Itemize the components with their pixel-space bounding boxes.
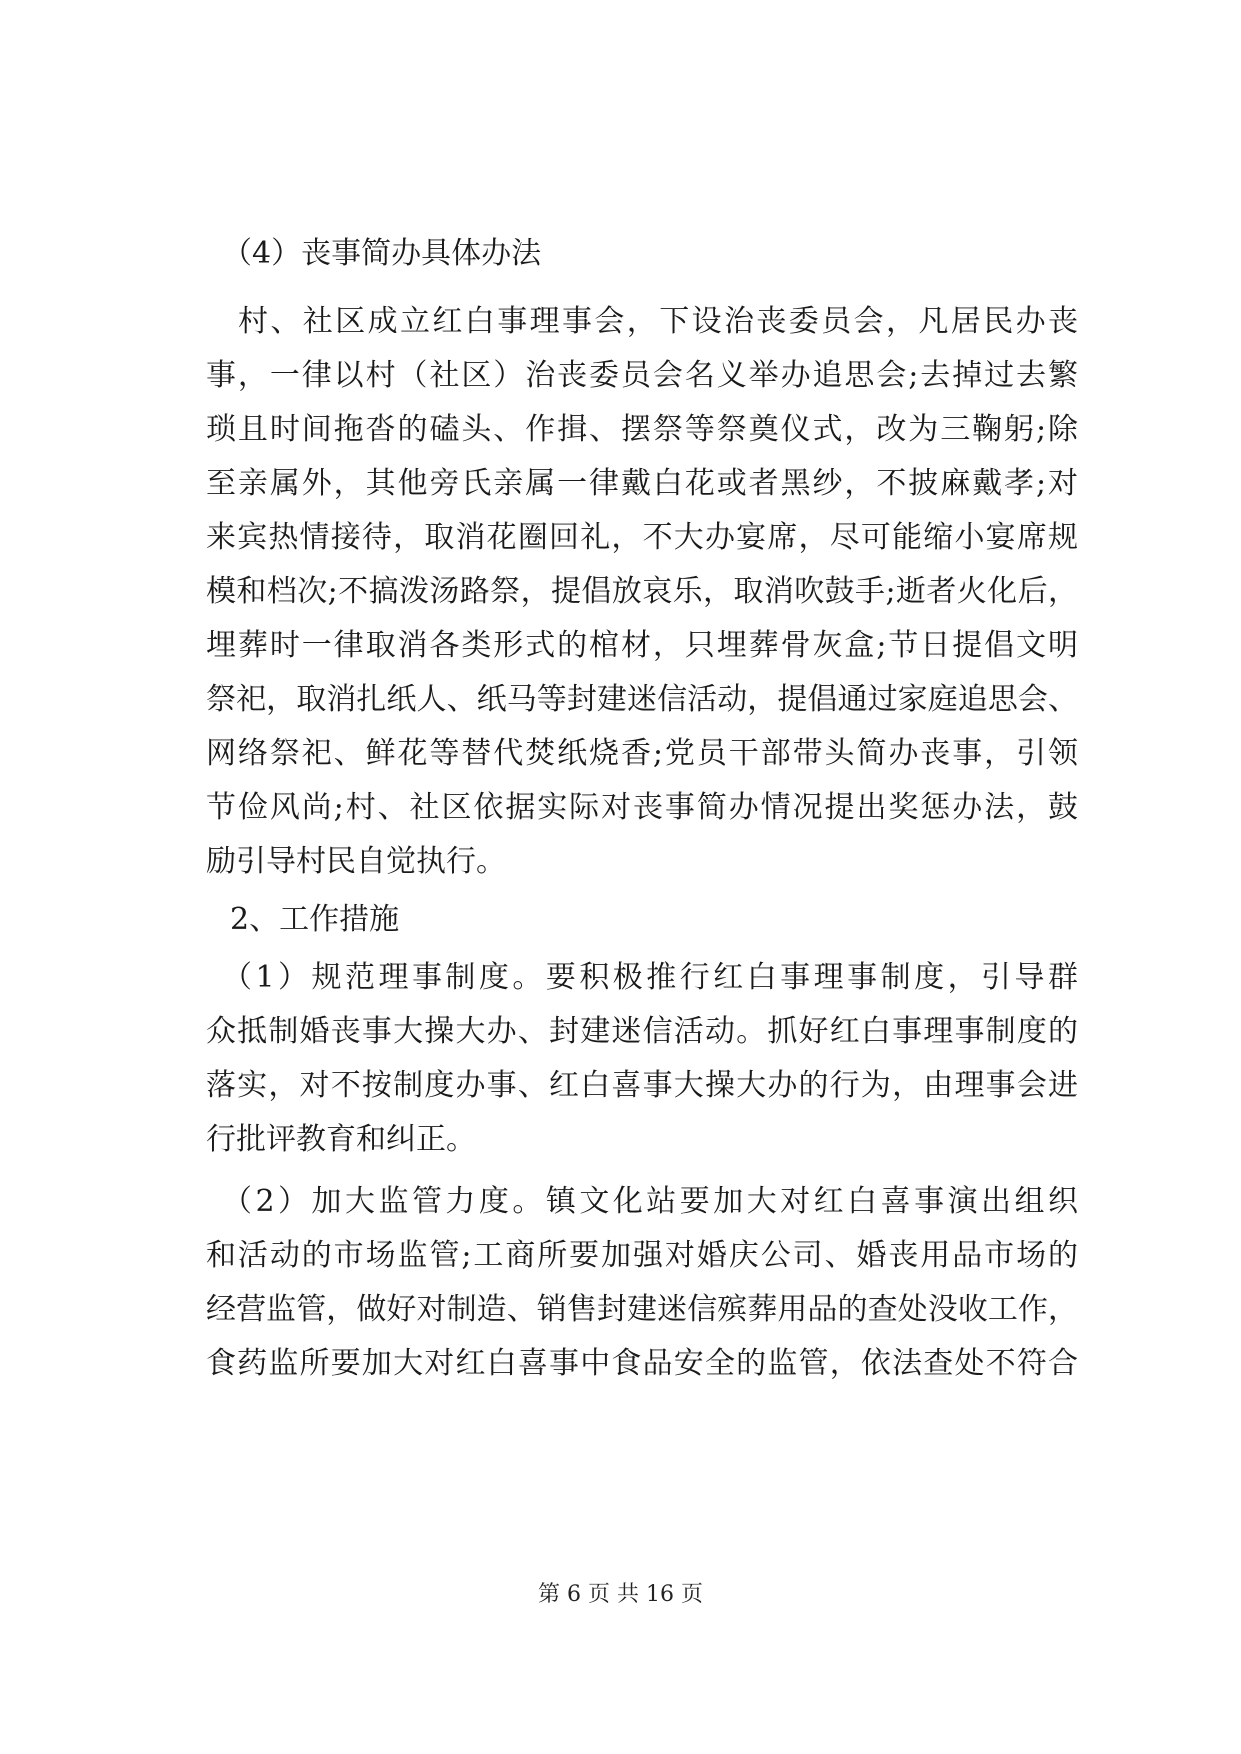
paragraph-line: 埋葬时一律取消各类形式的棺材，只埋葬骨灰盒;节日提倡文明 [206, 628, 1078, 663]
paragraph-line: 励引导村民自觉执行。 [206, 844, 506, 879]
paragraph-line: 模和档次;不搞泼汤路祭，提倡放哀乐，取消吹鼓手;逝者火化后， [206, 574, 1078, 609]
section-heading: （4）丧事简办具体办法 [222, 236, 542, 271]
paragraph-line: 至亲属外，其他旁氏亲属一律戴白花或者黑纱，不披麻戴孝;对 [206, 466, 1078, 501]
paragraph-line: 琐且时间拖沓的磕头、作揖、摆祭等祭奠仪式，改为三鞠躬;除 [206, 412, 1078, 447]
paragraph-line: 食药监所要加大对红白喜事中食品安全的监管，依法查处不符合 [206, 1346, 1078, 1381]
paragraph-line: 村、社区成立红白事理事会，下设治丧委员会，凡居民办丧 [238, 304, 1078, 339]
paragraph-line: （2）加大监管力度。镇文化站要加大对红白喜事演出组织 [222, 1184, 1078, 1219]
paragraph-line: 经营监管，做好对制造、销售封建迷信殡葬用品的查处没收工作， [206, 1292, 1078, 1327]
page-footer: 第 6 页 共 16 页 [538, 1582, 703, 1607]
paragraph-line: 祭祀，取消扎纸人、纸马等封建迷信活动，提倡通过家庭追思会、 [206, 682, 1078, 717]
paragraph-line: （1）规范理事制度。要积极推行红白事理事制度，引导群 [222, 960, 1078, 995]
paragraph-line: 事，一律以村（社区）治丧委员会名义举办追思会;去掉过去繁 [206, 358, 1078, 393]
paragraph-line: 落实，对不按制度办事、红白喜事大操大办的行为，由理事会进 [206, 1068, 1078, 1103]
paragraph-line: 节俭风尚;村、社区依据实际对丧事简办情况提出奖惩办法，鼓 [206, 790, 1078, 825]
paragraph-line: 和活动的市场监管;工商所要加强对婚庆公司、婚丧用品市场的 [206, 1238, 1078, 1273]
paragraph-line: 来宾热情接待，取消花圈回礼，不大办宴席，尽可能缩小宴席规 [206, 520, 1078, 555]
paragraph-line: 众抵制婚丧事大操大办、封建迷信活动。抓好红白事理事制度的 [206, 1014, 1078, 1049]
paragraph-line: 网络祭祀、鲜花等替代焚纸烧香;党员干部带头简办丧事，引领 [206, 736, 1078, 771]
paragraph-line: 行批评教育和纠正。 [206, 1122, 476, 1157]
section-heading: 2、工作措施 [230, 902, 400, 937]
